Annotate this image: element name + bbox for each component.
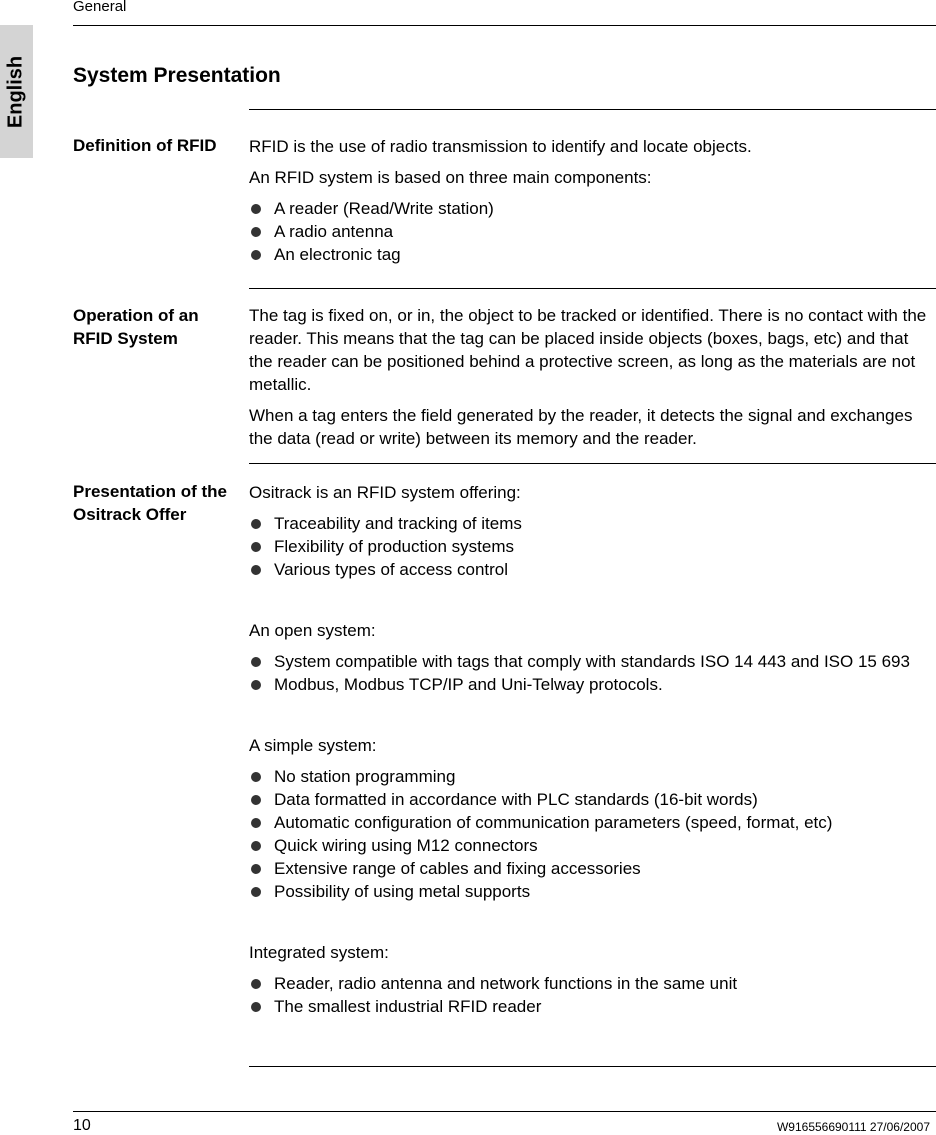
list-item: Quick wiring using M12 connectors: [249, 834, 919, 857]
paragraph: Ositrack is an RFID system offering:: [249, 483, 521, 502]
list-item: Flexibility of production systems: [249, 535, 919, 558]
section-label-operation: Operation of an RFID System: [73, 306, 199, 348]
bullet-icon: [251, 841, 261, 851]
bullet-icon: [251, 818, 261, 828]
bullet-icon: [251, 565, 261, 575]
bullet-icon: [251, 795, 261, 805]
list-item: Traceability and tracking of items: [249, 512, 919, 535]
bullet-icon: [251, 542, 261, 552]
paragraph: An open system:: [249, 621, 376, 640]
paragraph: Integrated system:: [249, 943, 389, 962]
bullet-icon: [251, 227, 261, 237]
bullet-icon: [251, 204, 261, 214]
bullet-icon: [251, 657, 261, 667]
section-divider: [249, 463, 936, 464]
language-tab: [0, 25, 33, 158]
bullet-icon: [251, 864, 261, 874]
list-item: System compatible with tags that comply with standards ISO 14 443 and ISO 15 693: [249, 650, 919, 673]
language-tab-label: English: [4, 55, 27, 129]
list-item: Modbus, Modbus TCP/IP and Uni-Telway protocols.: [249, 673, 919, 696]
section-divider: [249, 1066, 936, 1067]
footer-rule: [73, 1111, 936, 1112]
paragraph: RFID is the use of radio transmission to identify and locate objects.: [249, 137, 752, 156]
list-item: Various types of access control: [249, 558, 919, 581]
bullet-icon: [251, 887, 261, 897]
section-label-definition: Definition of RFID: [73, 136, 217, 155]
list-item: Reader, radio antenna and network functions in the same unit: [249, 972, 919, 995]
paragraph: An RFID system is based on three main components:: [249, 168, 652, 187]
section-body-operation: [249, 304, 933, 458]
document-reference: W916556690111 27/06/2007: [776, 1120, 930, 1134]
bullet-list: [249, 512, 919, 581]
list-item: A radio antenna: [249, 220, 936, 243]
section-divider: [249, 109, 936, 110]
paragraph: When a tag enters the field generated by the reader, it detects the signal and exchanges the data (read or write) between its memory and the reader.: [249, 406, 913, 448]
list-item: The smallest industrial RFID reader: [249, 995, 919, 1018]
list-item: An electronic tag: [249, 243, 936, 266]
list-item: No station programming: [249, 765, 919, 788]
section-label-ositrack-offer: Presentation of the Ositrack Offer: [73, 482, 227, 524]
page-title: System Presentation: [73, 64, 281, 87]
running-header: General: [73, 0, 127, 15]
bullet-icon: [251, 772, 261, 782]
section-divider: [249, 288, 936, 289]
bullet-list: [249, 972, 919, 1018]
section-body-definition: [249, 135, 936, 266]
bullet-icon: [251, 250, 261, 260]
bullet-list: [249, 197, 936, 266]
list-item: Automatic configuration of communication parameters (speed, format, etc): [249, 811, 919, 834]
bullet-list: [249, 650, 919, 696]
bullet-icon: [251, 1002, 261, 1012]
header-rule: [73, 25, 936, 26]
paragraph: The tag is fixed on, or in, the object to be tracked or identified. There is no contact with the reader. This means that the tag can be placed inside objects (boxes, bags, etc) and that the reader can be positioned behind a protective screen, as long as the materials are not metallic.: [249, 306, 927, 394]
list-item: A reader (Read/Write station): [249, 197, 936, 220]
page-number: 10: [73, 1117, 91, 1134]
bullet-icon: [251, 519, 261, 529]
bullet-icon: [251, 680, 261, 690]
list-item: Extensive range of cables and fixing accessories: [249, 857, 919, 880]
paragraph: A simple system:: [249, 736, 377, 755]
list-item: Data formatted in accordance with PLC standards (16-bit words): [249, 788, 919, 811]
bullet-list: [249, 765, 919, 903]
bullet-icon: [251, 979, 261, 989]
list-item: Possibility of using metal supports: [249, 880, 919, 903]
section-body-ositrack-offer: [249, 481, 919, 1018]
